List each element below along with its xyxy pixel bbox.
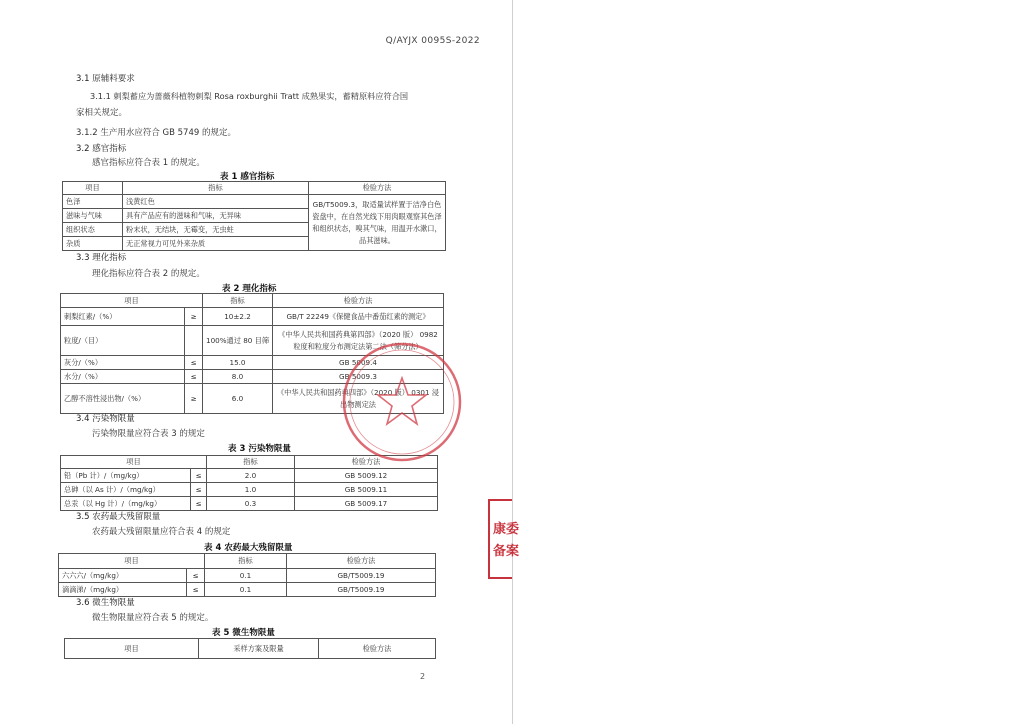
official-stamp [340,340,464,464]
t3-row-item: 总砷（以 As 计）/（mg/kg） [61,483,191,497]
t3-row-method: GB 5009.12 [295,469,438,483]
t2-row-item: 乙醇不溶性浸出物/（%） [61,384,185,414]
t3-header-item: 项目 [61,456,207,469]
t3-row-value: 1.0 [207,483,295,497]
t1-header-method: 检验方法 [309,182,446,195]
page-number: 2 [420,672,426,681]
t3-row-method: GB 5009.17 [295,497,438,511]
t1-row-item: 滋味与气味 [63,209,123,223]
t1-header-item: 项目 [63,182,123,195]
t2-row-op: ≤ [185,370,203,384]
section-3-1-1-line-2: 家相关规定。 [76,108,128,118]
section-3-5-note: 农药最大残留限量应符合表 4 的规定 [92,527,231,537]
t2-row-value: 6.0 [203,384,273,414]
section-3-1-2: 3.1.2 生产用水应符合 GB 5749 的规定。 [76,128,236,138]
t4-row-op: ≤ [187,583,205,597]
t3-row-op: ≤ [191,469,207,483]
t2-row-op: ≥ [185,384,203,414]
t2-row-item: 灰分/（%） [61,356,185,370]
table-2-caption: 表 2 理化指标 [222,284,277,294]
t2-row-value: 15.0 [203,356,273,370]
section-3-4-note: 污染物限量应符合表 3 的规定 [92,429,205,439]
table-4-caption: 表 4 农药最大残留限量 [204,543,293,553]
table-5-microbial [64,638,436,659]
t4-row-method: GB/T5009.19 [287,569,436,583]
t5-header-item: 项目 [65,639,199,659]
t2-row-method: GB 5009.3 [273,370,444,384]
t4-header-item: 项目 [59,554,205,569]
stamp-graphic [340,340,464,464]
t3-row-item: 铅（Pb 计）/（mg/kg） [61,469,191,483]
t1-row-item: 色泽 [63,195,123,209]
edge-seal-text-1: 康委 [493,522,520,537]
t3-row-method: GB 5009.11 [295,483,438,497]
t2-row-value: 100%通过 80 目筛 [203,326,273,356]
t4-row-item: 六六六/（mg/kg） [59,569,187,583]
blank-facing-page [513,0,1024,724]
t4-row-item: 滴滴涕/（mg/kg） [59,583,187,597]
section-3-3-note: 理化指标应符合表 2 的规定。 [92,269,205,279]
t5-header-spec: 采样方案及限量 [199,639,319,659]
section-3-6-note: 微生物限量应符合表 5 的规定。 [92,613,214,623]
t4-row-value: 0.1 [205,583,287,597]
t2-row-method: 《中华人民共和国药典四部》（2020 版） 0301 浸出物测定法 [273,384,444,414]
t2-row-method: GB/T 22249《保健食品中番茄红素的测定》 [273,308,444,326]
t2-row-item: 水分/（%） [61,370,185,384]
t1-row-item: 组织状态 [63,223,123,237]
t1-method: GB/T5009.3，取适量试样置于洁净白色瓷盘中，在自然光线下用肉眼观察其色泽和组织状态，嗅其气味，用温开水漱口，品其滋味。 [309,195,446,251]
t2-row-item: 粒度/（目） [61,326,185,356]
t3-row-op: ≤ [191,497,207,511]
t2-row-op [185,326,203,356]
section-3-3: 3.3 理化指标 [76,253,127,263]
t3-row-value: 2.0 [207,469,295,483]
t2-header-method: 检验方法 [273,294,444,308]
t1-row-spec: 具有产品应有的滋味和气味，无异味 [123,209,309,223]
t3-header-method: 检验方法 [295,456,438,469]
t4-row-value: 0.1 [205,569,287,583]
section-3-1-1-line-1: 3.1.1 刺梨蓄应为蔷薇科植物刺梨 Rosa roxburghii Tratt 成熟果实，蓄精原料应符合国 [90,91,409,101]
t3-row-value: 0.3 [207,497,295,511]
t2-row-op: ≤ [185,356,203,370]
t4-row-op: ≤ [187,569,205,583]
section-3-4: 3.4 污染物限量 [76,414,135,424]
section-3-6: 3.6 微生物限量 [76,598,135,608]
t3-row-op: ≤ [191,483,207,497]
section-3-2: 3.2 感官指标 [76,144,127,154]
t1-header-spec: 指标 [123,182,309,195]
t1-row-item: 杂质 [63,237,123,251]
t3-row-item: 总汞（以 Hg 计）/（mg/kg） [61,497,191,511]
table-3-caption: 表 3 污染物限量 [228,444,291,454]
t4-header-spec: 指标 [205,554,287,569]
section-3-5: 3.5 农药最大残留限量 [76,512,161,522]
t3-header-spec: 指标 [207,456,295,469]
t4-row-method: GB/T5009.19 [287,583,436,597]
section-3-2-note: 感官指标应符合表 1 的规定。 [92,158,205,168]
t2-header-spec: 指标 [203,294,273,308]
t1-row-spec: 粉末状，无结块，无霉变，无虫蛀 [123,223,309,237]
t5-header-method: 检验方法 [319,639,436,659]
t2-header-item: 项目 [61,294,203,308]
table-1-sensory [62,181,446,251]
standard-code: Q/AYJX 0095S-2022 [385,36,480,46]
t2-row-op: ≥ [185,308,203,326]
t1-row-spec: 无正常视力可见外来杂质 [123,237,309,251]
edge-seal-text-2: 备案 [493,544,520,559]
t2-row-method: GB 5009.4 [273,356,444,370]
edge-seal [487,498,512,580]
t2-row-method: 《中华人民共和国药典第四部》（2020 版） 0982 粒度和粒度分布测定法第二法（筛分法） [273,326,444,356]
t4-header-method: 检验方法 [287,554,436,569]
table-4-pesticides [58,553,436,597]
section-3-1: 3.1 原辅料要求 [76,74,135,84]
t2-row-value: 10±2.2 [203,308,273,326]
t2-row-item: 刺梨红素/（%） [61,308,185,326]
t1-row-spec: 浅黄红色 [123,195,309,209]
table-1-caption: 表 1 感官指标 [220,172,275,182]
table-5-caption: 表 5 微生物限量 [212,628,275,638]
edge-seal-border [487,498,512,580]
t2-row-value: 8.0 [203,370,273,384]
